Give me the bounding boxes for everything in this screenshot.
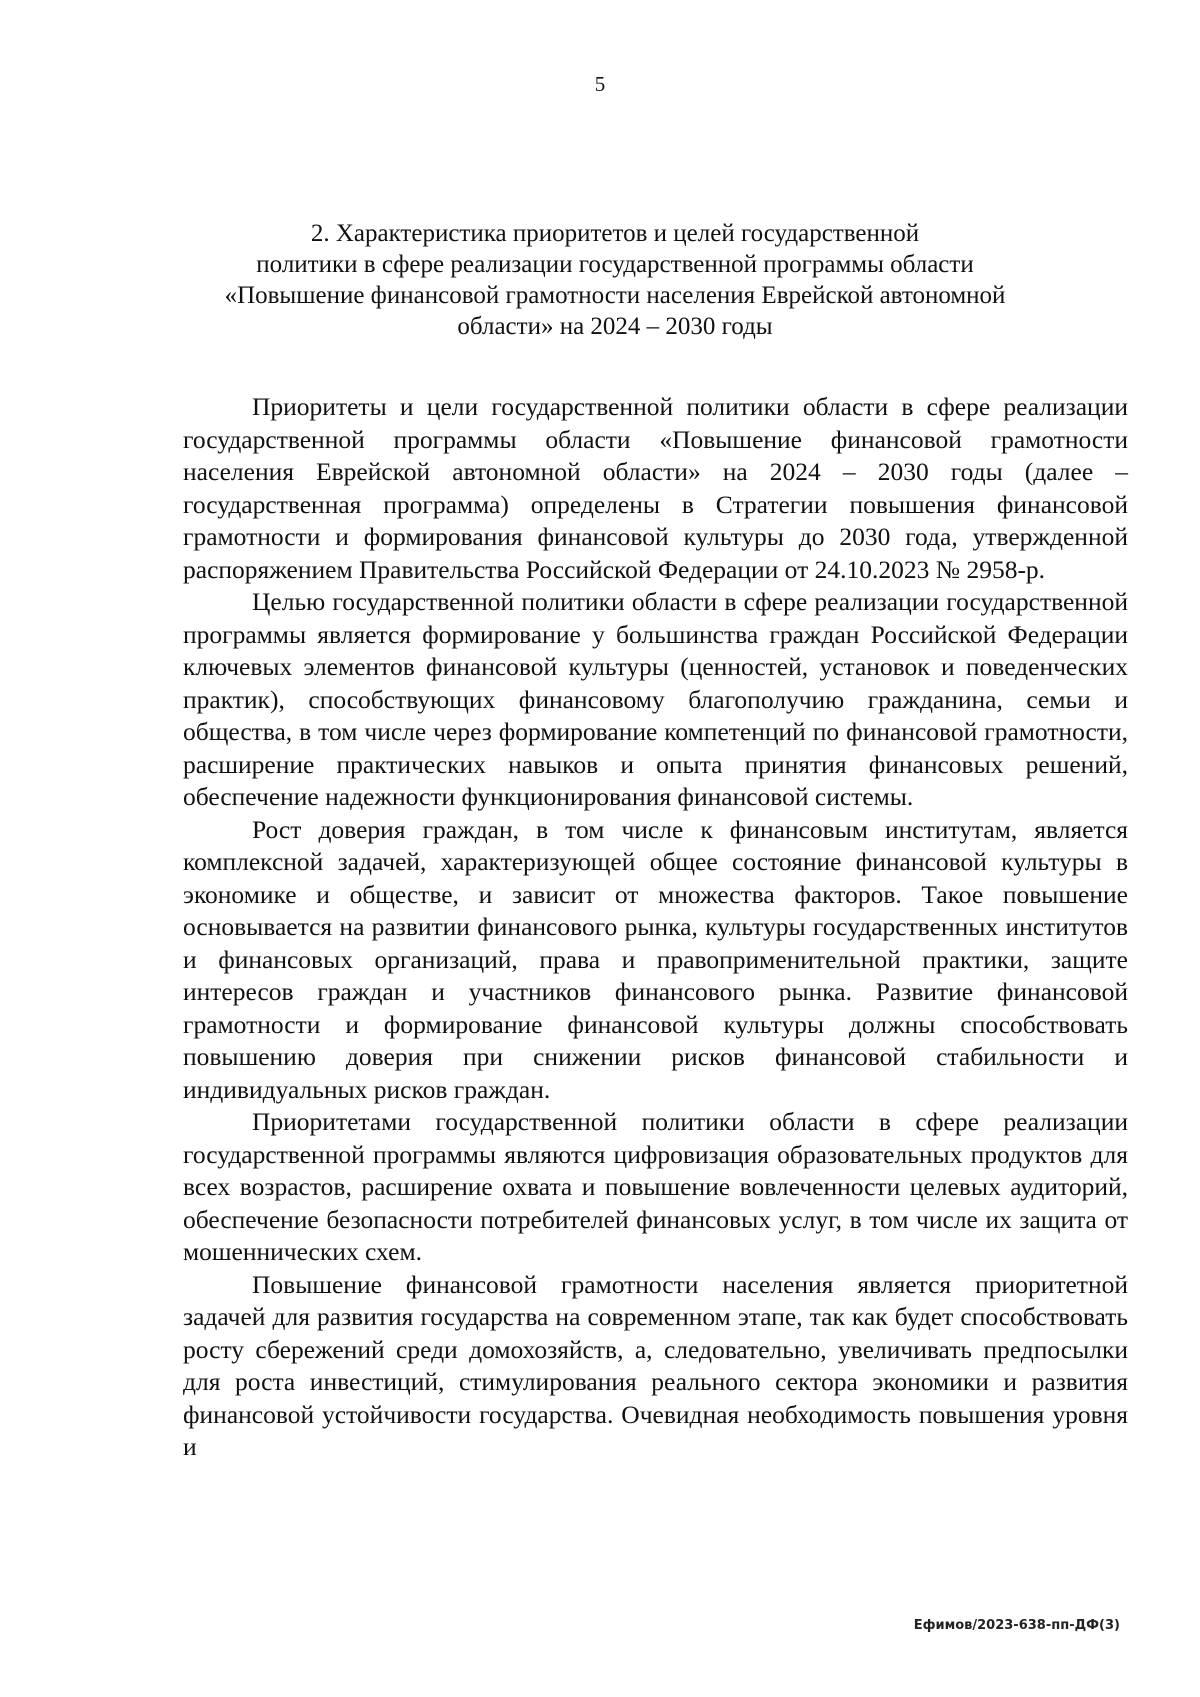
page-number: 5: [594, 72, 606, 96]
body-paragraph: Рост доверия граждан, в том числе к финансовым институтам, является комплексной задачей, характеризующей общее состояние финансовой культуры в экономике и обществе, и зависит от множества факторов. Такое повышение основывается на развитии финансового рынка, культуры государственных институтов и финансовых организаций, права и правоприменительной практики, защите интересов граждан и участников финансового рынка. Развитие финансовой грамотности и формирование финансовой культуры должны способствовать повышению доверия при снижении рисков финансовой стабильности и индивидуальных рисков граждан.: [183, 814, 1128, 1104]
section-heading: [150, 218, 1080, 342]
body-paragraph: Приоритеты и цели государственной политики области в сфере реализации государственной программы области «Повышение финансовой грамотности населения Еврейской автономной области» на 2024 – 2030 годы (далее – государственная программа) определены в Стратегии повышения финансовой грамотности и формирования финансовой культуры до 2030 года, утвержденной распоряжением Правительства Российской Федерации от 24.10.2023 № 2958-р.: [183, 392, 1128, 584]
body-paragraph: Повышение финансовой грамотности населения является приоритетной задачей для развития государства на современном этапе, так как будет способствовать росту сбережений среди домохозяйств, а, следовательно, увеличивать предпосылки для роста инвестиций, стимулирования реального сектора экономики и развития финансовой устойчивости государства. Очевидная необходимость повышения уровня и: [183, 1269, 1128, 1461]
body-paragraph: Целью государственной политики области в сфере реализации государственной программы является формирование у большинства граждан Российской Федерации ключевых элементов финансовой культуры (ценностей, установок и поведенческих практик), способствующих финансовому благополучию гражданина, семьи и общества, в том числе через формирование компетенций по финансовой грамотности, расширение практических навыков и опыта принятия финансовых решений, обеспечение надежности функционирования финансовой системы.: [183, 587, 1128, 811]
heading-line: «Повышение финансовой грамотности населения Еврейской автономной: [224, 282, 1006, 309]
heading-line: 2. Характеристика приоритетов и целей государственной: [310, 220, 920, 247]
document-reference-code: Ефимов/2023-638-пп-ДФ(3): [913, 1618, 1120, 1633]
body-paragraph: Приоритетами государственной политики области в сфере реализации государственной программы являются цифровизация образовательных продуктов для всех возрастов, расширение охвата и повышение вовлеченности целевых аудиторий, обеспечение безопасности потребителей финансовых услуг, в том числе их защита от мошеннических схем.: [183, 1107, 1128, 1266]
heading-line: области» на 2024 – 2030 годы: [457, 313, 773, 340]
document-body: [183, 391, 1128, 1464]
heading-line: политики в сфере реализации государственной программы области: [256, 251, 974, 278]
